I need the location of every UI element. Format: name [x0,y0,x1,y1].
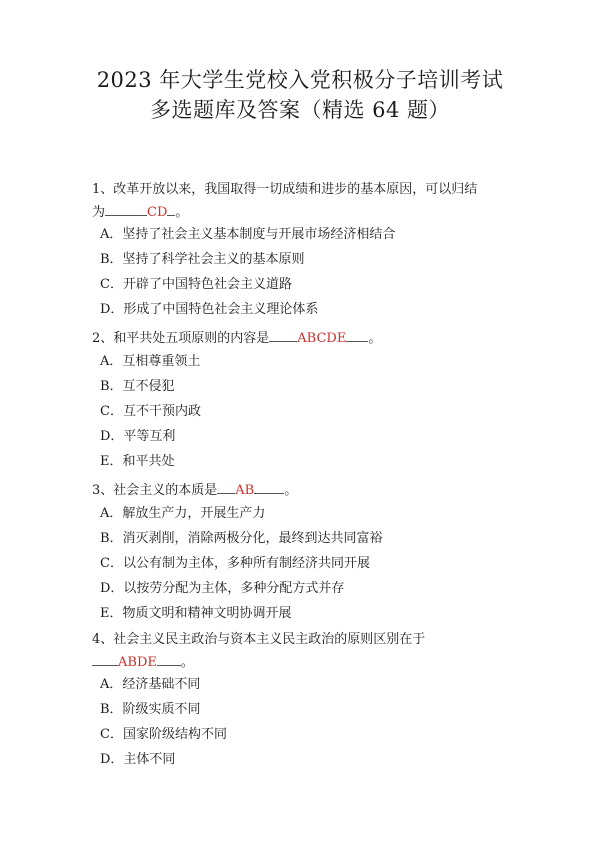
question-2-option-d: D．平等互利 [100,429,176,444]
question-1-option-a: A．坚持了社会主义基本制度与开展市场经济相结合 [100,227,396,242]
question-3-option-b: B．消灭剥削，消除两极分化，最终到达共同富裕 [100,531,383,546]
question-3-stem-suffix: 。 [284,483,298,498]
question-1-option-b: B．坚持了科学社会主义的基本原则 [100,252,305,267]
question-1-option-c: C．开辟了中国特色社会主义道路 [100,277,292,292]
question-1-stem-line2 [92,203,188,219]
answer-blank-left [217,481,235,494]
question-3-answer: AB [235,483,255,498]
question-2-stem [92,329,381,345]
document-title-line2: 多选题库及答案（精选 64 题） [149,98,451,122]
question-4-answer: ABDE [118,655,157,670]
answer-blank-right [254,481,284,494]
question-1-answer: CD [147,205,168,220]
question-4-option-a: A．经济基础不同 [100,677,201,692]
question-4-stem-suffix: 。 [180,655,194,670]
answer-blank-right [157,653,181,666]
question-3-option-d: D．以按劳分配为主体，多种分配方式并存 [100,581,345,596]
question-3-option-a: A．解放生产力，开展生产力 [100,506,266,521]
question-2-stem-suffix: 。 [368,331,382,346]
question-4-option-d: D．主体不同 [100,752,176,767]
question-4-stem-line1: 4、社会主义民主政治与资本主义民主政治的原则区别在于 [92,632,426,647]
answer-blank-left [92,653,118,666]
question-4-option-b: B．阶级实质不同 [100,702,201,717]
question-2-answer: ABCDE [297,331,347,346]
question-4-stem-line2 [92,653,194,669]
answer-blank-right [346,329,368,342]
question-1-stem-suffix: 。 [175,205,189,220]
question-3-option-c: C．以公有制为主体，多种所有制经济共同开展 [100,556,370,571]
question-2-stem-prefix: 2、和平共处五项原则的内容是 [92,331,270,346]
question-3-stem-prefix: 3、社会主义的本质是 [92,483,218,498]
question-1-option-d: D．形成了中国特色社会主义理论体系 [100,302,319,317]
document-title-line1: 2023 年大学生党校入党积极分子培训考试 [96,68,504,92]
question-2-option-b: B．互不侵犯 [100,379,175,394]
answer-blank-left [105,203,147,216]
question-4-option-c: C．国家阶级结构不同 [100,727,227,742]
question-1-stem-line1: 1、改革开放以来，我国取得一切成绩和进步的基本原因，可以归结 [92,182,478,197]
answer-blank-left [269,329,297,342]
question-1-stem-prefix: 为 [92,205,106,220]
question-2-option-a: A．互相尊重领土 [100,354,201,369]
question-2-option-e: E．和平共处 [100,454,175,469]
question-3-option-e: E．物质文明和精神文明协调开展 [100,606,292,621]
question-2-option-c: C．互不干预内政 [100,404,201,419]
question-3-stem [92,481,297,497]
